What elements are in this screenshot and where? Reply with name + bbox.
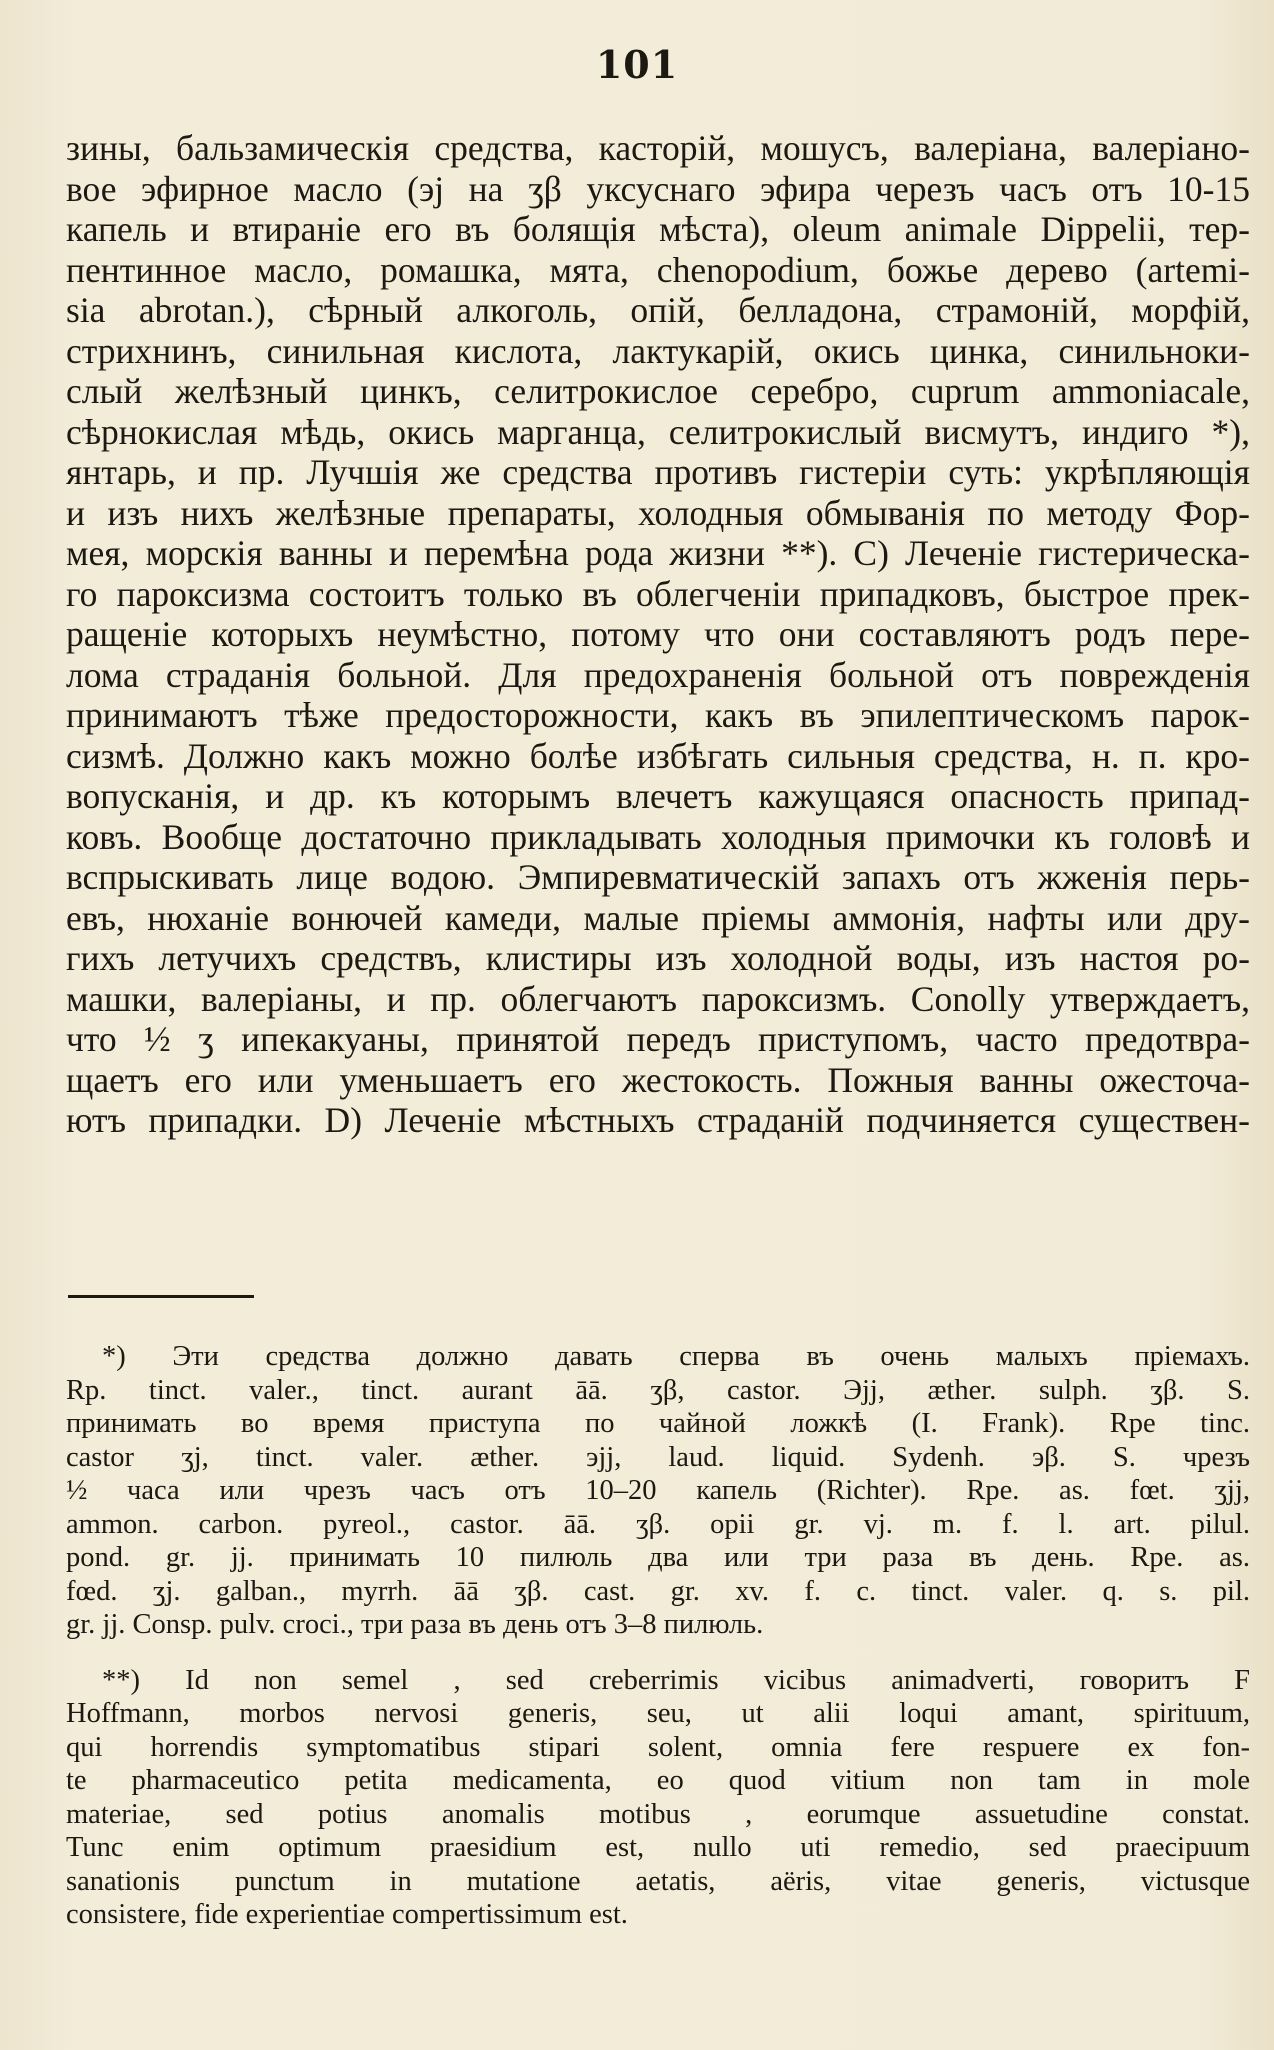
footnote-divider [68, 1295, 254, 1298]
body-line: пентинное масло, ромашка, мята, chenopodium, божье дерево (artemi- [66, 249, 1250, 290]
body-line: принимаютъ тѣже предосторожности, какъ въ эпилептическомъ парок- [66, 695, 1250, 735]
footnote-line: te pharmaceutico petita medicamenta, eo quod vitium non tam in mole [66, 1765, 1250, 1796]
body-line: евъ, нюханіе вонючей камеди, малые пріемы аммонія, нафты или дру- [66, 897, 1250, 938]
footnote-line: *) Эти средства должно давать сперва въ очень малыхъ пріемахъ. [102, 1341, 1250, 1372]
body-line: сизмѣ. Должно какъ можно болѣе избѣгать сильныя средства, н. п. кро- [66, 735, 1250, 776]
body-line: что ½ ʒ ипекакуаны, принятой передъ приступомъ, часто предотвра- [66, 1019, 1250, 1059]
body-line: го пароксизма состоитъ только въ облегченіи припадковъ, быстрое прек- [66, 573, 1250, 614]
body-line: и изъ нихъ желѣзные препараты, холодныя обмыванія по методу Фор- [66, 492, 1250, 533]
body-line: мея, морскія ванны и перемѣна рода жизни **). C) Леченіе гистерическа- [66, 533, 1250, 573]
page-number: 101 [595, 42, 679, 87]
body-line: вопусканія, и др. къ которымъ влечетъ кажущаяся опасность припад- [66, 776, 1250, 816]
body-line: ютъ припадки. D) Леченіе мѣстныхъ страданій подчиняется существен- [66, 1100, 1250, 1140]
footnotes [66, 1340, 1250, 1954]
body-line: sia abrotan.), сѣрный алкоголь, опій, белладона, страмоній, морфій, [66, 290, 1250, 330]
body-line: стрихнинъ, синильная кислота, лактукарій, окись цинка, синильноки- [66, 330, 1250, 371]
footnote-line: Rp. tinct. valer., tinct. aurant āā. ʒβ, castor. Эjj, æther. sulph. ʒβ. S. [66, 1374, 1250, 1406]
footnote-line: castor ʒj, tinct. valer. æther. эjj, laud. liquid. Sydenh. эβ. S. чрезъ [66, 1441, 1250, 1473]
body-line: ращеніе которыхъ неумѣстно, потому что они составляютъ родъ пере- [66, 614, 1250, 654]
body-line: сѣрнокислая мѣдь, окись марганца, селитрокислый висмутъ, индиго *), [66, 411, 1250, 452]
footnote-line: sanationis punctum in mutatione aetatis, aëris, vitae generis, victusque [66, 1865, 1250, 1897]
footnote-line: принимать во время приступа по чайной ложкѣ (I. Frank). Rpe tinc. [66, 1408, 1250, 1439]
body-line: гихъ летучихъ средствъ, клистиры изъ холодной воды, изъ настоя ро- [66, 938, 1250, 978]
footnote-line: ammon. carbon. pyreol., castor. āā. ʒβ. opii gr. vj. m. f. l. art. pilul. [66, 1508, 1250, 1540]
body-line: капель и втираніе его въ болящія мѣста), oleum animale Dippelii, тер- [66, 209, 1250, 249]
body-line: машки, валеріаны, и пр. облегчаютъ пароксизмъ. Conolly утверждаетъ, [66, 978, 1250, 1019]
body-line: лома страданія больной. Для предохраненія больной отъ поврежденія [66, 654, 1250, 695]
footnote-line: pond. gr. jj. принимать 10 пилюль два или три раза въ день. Rpe. as. [66, 1542, 1250, 1573]
footnote-line: gr. jj. Consp. pulv. croci., три раза въ день отъ 3–8 пилюль. [66, 1609, 764, 1640]
body-line: вое эфирное масло (эj на ʒβ уксуснаго эфира черезъ часъ отъ 10-15 [66, 168, 1250, 209]
footnote-1 [66, 1340, 1250, 1642]
footnote-line: **) Id non semel , sed creberrimis vicibus animadverti, говоритъ F [102, 1664, 1250, 1696]
footnote-line: materiae, sed potius anomalis motibus , eorumque assuetudine constat. [66, 1798, 1250, 1830]
body-line: ковъ. Вообще достаточно прикладывать холодныя примочки къ головѣ и [66, 816, 1250, 857]
footnote-line: Tunc enim optimum praesidium est, nullo uti remedio, sed praecipuum [66, 1832, 1250, 1863]
footnote-line: consistere, fide experientiae compertissimum est. [66, 1899, 628, 1930]
body-line: янтарь, и пр. Лучшія же средства противъ гистеріи суть: укрѣпляющія [66, 452, 1250, 492]
body-line: зины, бальзамическія средства, касторій, мошусъ, валеріана, валеріано- [66, 128, 1250, 168]
footnote-line: fœd. ʒj. galban., myrrh. āā ʒβ. cast. gr. xv. f. c. tinct. valer. q. s. pil. [66, 1575, 1250, 1607]
footnote-line: ½ часа или чрезъ часъ отъ 10–20 капель (Richter). Rpe. as. fœt. ʒjj, [66, 1475, 1250, 1506]
body-line: слый желѣзный цинкъ, селитрокислое серебро, cuprum ammoniacale, [66, 371, 1250, 411]
body-line: вспрыскивать лице водою. Эмпиревматическій запахъ отъ жженія перь- [66, 857, 1250, 897]
footnote-line: qui horrendis symptomatibus stipari solent, omnia fere respuere ex fon- [66, 1731, 1250, 1763]
footnote-line: Hoffmann, morbos nervosi generis, seu, ut alii loqui amant, spirituum, [66, 1698, 1250, 1729]
body-text [66, 128, 1250, 1141]
body-line: щаетъ его или уменьшаетъ его жестокость. Пожныя ванны ожесточа- [66, 1059, 1250, 1100]
footnote-2 [66, 1664, 1250, 1932]
